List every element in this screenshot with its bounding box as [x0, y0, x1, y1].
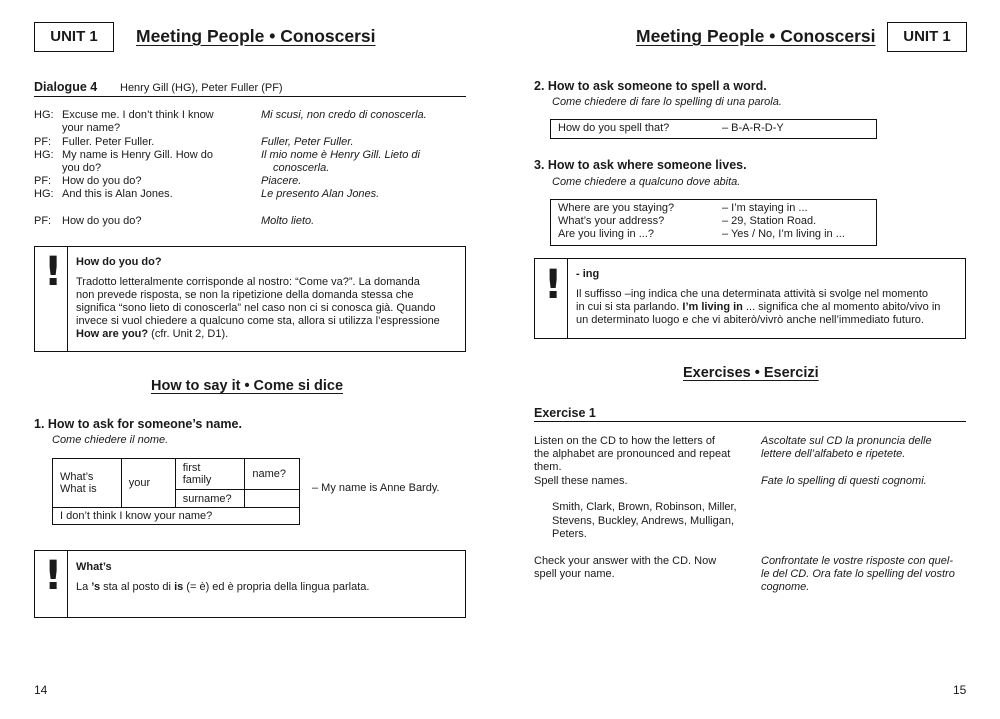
- section-subtitle: Come chiedere di fare lo spelling di una parola.: [552, 96, 782, 108]
- section-heading: 1. How to ask for someone’s name.: [34, 417, 242, 431]
- page-number-left: 14: [34, 683, 48, 697]
- exercise-text-it: Fate lo spelling di questi cognomi.: [761, 475, 927, 487]
- note-bold-phrase: How are you?: [76, 328, 149, 340]
- table-cell-your: your: [121, 459, 175, 508]
- dialogue-text-en: And this is Alan Jones.: [62, 188, 173, 200]
- exercise-text-en: the alphabet are pronounced and repeat: [534, 448, 731, 460]
- section-heading: 2. How to ask someone to spell a word.: [534, 79, 767, 93]
- speaker-label: PF:: [34, 175, 52, 187]
- exclamation-icon: !: [44, 553, 63, 599]
- section-heading: 3. How to ask where someone lives.: [534, 158, 747, 172]
- table-cell-surname: surname?: [175, 490, 245, 508]
- note-text: Il suffisso –ing indica che una determinata attività si svolge nel momento: [576, 288, 928, 300]
- names-list: Smith, Clark, Brown, Robinson, Miller,: [552, 501, 737, 513]
- spell-answer: – B-A-R-D-Y: [722, 122, 784, 134]
- note-text: significa “sono lieto di conoscerla” nel caso non ci si conosca già. Quando: [76, 302, 436, 314]
- exercise-text-en: Check your answer with the CD. Now: [534, 555, 717, 567]
- section-subtitle: Come chiedere il nome.: [52, 434, 169, 446]
- page-header-title-left: Meeting People • Conoscersi: [136, 26, 376, 46]
- page-header-title-right: Meeting People • Conoscersi: [636, 26, 876, 46]
- note-bold-part: is: [174, 581, 184, 593]
- names-list: Stevens, Buckley, Andrews, Mulligan,: [552, 515, 734, 527]
- note-reference: (cfr. Unit 2, D1).: [148, 328, 229, 340]
- dialogue-text-it: Molto lieto.: [261, 215, 315, 227]
- dialogue-title: Dialogue 4: [34, 80, 98, 94]
- table-cell-first-family: [175, 459, 245, 490]
- dialogue-text-en: Excuse me. I don’t think I know: [62, 109, 214, 121]
- table-cell-bottom: I don’t think I know your name?: [53, 508, 300, 525]
- note-title: What’s: [76, 561, 112, 573]
- note-text: [76, 328, 228, 341]
- name-question-table: [52, 458, 300, 525]
- dialogue-rule: [34, 96, 466, 97]
- exercise-text-it: cognome.: [761, 581, 810, 593]
- exercise-title: Exercise 1: [534, 406, 596, 420]
- dialogue-text-en: you do?: [62, 162, 102, 174]
- exercises-title: Exercises • Esercizi: [683, 365, 819, 381]
- how-to-say-title: How to say it • Come si dice: [151, 378, 344, 394]
- note-text-part: sta al posto di: [100, 581, 175, 593]
- dialogue-text-it: Piacere.: [261, 175, 302, 187]
- speaker-label: PF:: [34, 215, 52, 227]
- dialogue-text-it: Le presento Alan Jones.: [261, 188, 380, 200]
- note-text: invece si vuol chiedere a qualcuno come sta, allora si utilizza l’espressione: [76, 315, 440, 327]
- exercise-text-en: them.: [534, 461, 562, 473]
- exclamation-icon: !: [544, 262, 563, 308]
- dialogue-text-en: How do you do?: [62, 215, 142, 227]
- exercise-text-it: lettere dell’alfabeto e ripetete.: [761, 448, 906, 460]
- note-divider: [67, 551, 68, 617]
- dialogue-text-en: My name is Henry Gill. How do: [62, 149, 213, 161]
- dialogue-text-it: Fuller, Peter Fuller.: [261, 136, 354, 148]
- note-text-part: La: [76, 581, 92, 593]
- section-subtitle: Come chiedere a qualcuno dove abita.: [552, 176, 741, 188]
- name-answer: – My name is Anne Bardy.: [312, 482, 440, 494]
- exercise-text-en: spell your name.: [534, 568, 615, 580]
- dialogue-text-it: Il mio nome è Henry Gill. Lieto di: [261, 149, 420, 161]
- table-text: family: [182, 474, 212, 486]
- dialogue-text-en: your name?: [62, 122, 121, 134]
- unit-label-right: UNIT 1: [887, 22, 967, 52]
- note-text: un determinato luogo e che vi abiterò/vivrò anche nell’immediato futuro.: [576, 314, 924, 326]
- live-answer: – Yes / No, I’m living in ...: [722, 228, 845, 240]
- table-cell-empty: [245, 490, 300, 508]
- note-title: How do you do?: [76, 256, 162, 268]
- page-number-right: 15: [953, 683, 967, 697]
- exercise-text-en: Listen on the CD to how the letters of: [534, 435, 715, 447]
- exercise-text-en: Spell these names.: [534, 475, 628, 487]
- note-text-part: in cui si sta parlando.: [576, 301, 683, 313]
- table-text: first: [182, 462, 201, 474]
- live-question: What’s your address?: [558, 215, 665, 227]
- note-text-part: ... significa che al momento abito/vivo in: [742, 301, 941, 313]
- live-answer: – 29, Station Road.: [722, 215, 817, 227]
- note-title: - ing: [576, 268, 600, 280]
- note-divider: [67, 247, 68, 351]
- speaker-label: PF:: [34, 136, 52, 148]
- exercise-text-it: Ascoltate sul CD la pronuncia delle: [761, 435, 932, 447]
- exercise-text-it: le del CD. Ora fate lo spelling del vostro: [761, 568, 955, 580]
- note-bold-part: I’m living in: [682, 301, 743, 313]
- note-text: non prevede risposta, se non la ripetizione della domanda stessa che: [76, 289, 414, 301]
- note-bold-part: ’s: [91, 581, 101, 593]
- names-list: Peters.: [552, 528, 587, 540]
- exclamation-icon: !: [44, 249, 63, 295]
- exercise-text-it: Confrontate le vostre risposte con quel-: [761, 555, 953, 567]
- dialogue-text-en: Fuller. Peter Fuller.: [62, 136, 155, 148]
- note-text: Tradotto letteralmente corrisponde al nostro: “Come va?”. La domanda: [76, 276, 420, 288]
- dialogue-text-it: Mi scusi, non credo di conoscerla.: [261, 109, 427, 121]
- speaker-label: HG:: [34, 149, 54, 161]
- note-text: [576, 301, 940, 314]
- table-text: What’s: [60, 471, 94, 483]
- exercise-rule: [534, 421, 966, 422]
- live-answer: – I’m staying in ...: [722, 202, 808, 214]
- live-question: Where are you staying?: [558, 202, 675, 214]
- live-question: Are you living in ...?: [558, 228, 654, 240]
- dialogue-text-it: conoscerla.: [273, 162, 330, 174]
- unit-label-left: UNIT 1: [34, 22, 114, 52]
- table-cell-whats: [53, 459, 122, 508]
- dialogue-text-en: How do you do?: [62, 175, 142, 187]
- dialogue-speakers: Henry Gill (HG), Peter Fuller (PF): [120, 82, 283, 94]
- table-text: What is: [60, 483, 97, 495]
- note-divider: [567, 259, 568, 338]
- speaker-label: HG:: [34, 109, 54, 121]
- speaker-label: HG:: [34, 188, 54, 200]
- table-cell-name: name?: [245, 459, 300, 490]
- spell-question: How do you spell that?: [558, 122, 670, 134]
- note-text-part: (= è) ed è propria della lingua parlata.: [183, 581, 370, 593]
- note-text: [76, 581, 369, 594]
